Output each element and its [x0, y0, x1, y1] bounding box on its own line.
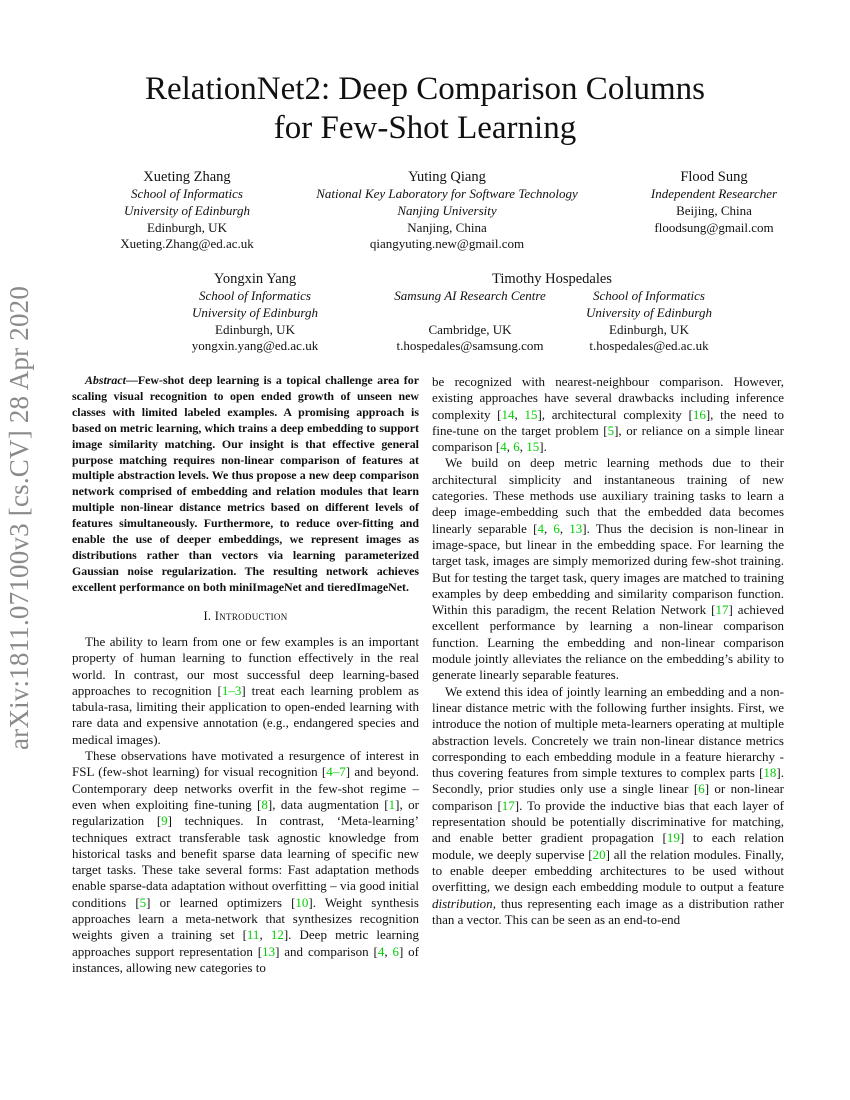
body-paragraph: [72, 748, 419, 976]
author-affiliation-line: Samsung AI Research Centre: [394, 288, 546, 303]
author-affiliation-line: floodsung@gmail.com: [654, 219, 774, 235]
citation-link[interactable]: 19: [666, 830, 680, 846]
title-line: for Few-Shot Learning: [273, 110, 577, 146]
citation-link[interactable]: 9: [161, 813, 168, 829]
right-column: [432, 374, 784, 928]
text: ,: [259, 927, 271, 943]
citation-link[interactable]: 11: [246, 927, 260, 943]
author-0: [37, 168, 337, 253]
text: ]. Weight synthesis approaches learn a meta-network that synthesizes recognition weights given a training set [: [72, 894, 419, 943]
author-affiliation-line: University of Edinburgh: [192, 304, 318, 320]
text: ], data augmentation [: [267, 796, 389, 812]
body-paragraph: [72, 634, 419, 748]
author-name: Flood Sung: [680, 169, 748, 185]
author-affiliation-line: School of Informatics: [593, 288, 705, 303]
author-affiliation-line: [380, 305, 560, 322]
author-affiliation-line: yongxin.yang@ed.ac.uk: [191, 338, 319, 354]
citation-link[interactable]: 6: [553, 520, 560, 536]
author-affiliation-line: School of Informatics: [199, 288, 311, 303]
citation-link[interactable]: 4: [500, 439, 507, 455]
author-name: Yuting Qiang: [408, 169, 486, 185]
author-affiliation-line: Edinburgh, UK: [215, 321, 295, 337]
text: ] and comparison [: [275, 943, 378, 959]
abstract-text: —Few-shot deep learning is a topical challenge area for scaling visual recognition to open ended growth of unseen new classes with limited labeled examples. A promising approach is based on metric learning, which trains a deep embedding to support image similarity matching. Our insight is that effective general purpose matching requires non-linear comparison of features at multiple abstraction levels. We thus propose a new deep comparison network comprised of embedding and relation modules that learn multiple non-linear distance metrics based on different levels of features simultaneously. Furthermore, to reduce over-fitting and enable the use of deeper embeddings, we represent images as distributions rather than vectors via learning parameterized Gaussian noise regularization. The resulting network achieves excellent performance on both miniImageNet and tieredImageNet.: [72, 373, 419, 594]
left-column: [72, 373, 419, 976]
author-affiliation-line: Cambridge, UK: [428, 321, 512, 337]
author-affiliation-line: t.hospedales@samsung.com: [396, 338, 544, 354]
left-body: [72, 634, 419, 976]
author-affiliation-line: School of Informatics: [131, 186, 243, 201]
citation-link[interactable]: 18: [763, 765, 777, 781]
citation-link[interactable]: 4: [537, 520, 544, 536]
author-affiliation-line: Nanjing University: [397, 202, 497, 218]
text: The ability to learn from one or few examples is an important property of human learning to function effectively in the real world. In contrast, our most successful deep learning-based approaches to recognition [: [72, 633, 419, 698]
text: ]. To provide the inductive bias that each layer of representation should be potentially discriminative for matching, and enable better gradient propagation [: [432, 797, 784, 846]
text: ,: [543, 520, 554, 536]
author-affiliation-line: Independent Researcher: [650, 186, 778, 201]
author-affiliation-line: qiangyuting.new@gmail.com: [369, 236, 525, 252]
text: ,: [514, 406, 525, 422]
text: ], or reliance on a simple linear comparison [: [432, 422, 784, 455]
text: ] or learned optimizers [: [146, 894, 296, 910]
text: ]. Deep metric learning approaches support representation [: [72, 927, 419, 959]
paper-title: [0, 70, 850, 148]
text: ,: [519, 439, 527, 455]
text: ], architectural complexity [: [537, 406, 693, 422]
text: ], the need to fine-tune on the target problem [: [432, 406, 784, 438]
citation-link[interactable]: 15: [524, 406, 538, 422]
title-line: RelationNet2: Deep Comparison Columns: [144, 71, 706, 107]
citation-link[interactable]: 1–3: [221, 682, 242, 698]
citation-link[interactable]: 17: [715, 602, 729, 618]
affiliation: [380, 288, 560, 355]
emphasis: distribution: [432, 895, 493, 911]
text: We build on deep metric learning methods due to their architectural simplicity and instantaneous training of new categories. These methods use auxiliary training tasks to learn a deep image-embedding such that the embedded data becomes linearly separable [: [432, 455, 784, 536]
citation-link[interactable]: 17: [501, 797, 515, 813]
text: ] and beyond. Contemporary deep networks overfit in the few-shot regime – even when exploiting fine-tuning [: [72, 764, 420, 812]
text: ] treat each learning problem as tabula-rasa, limiting their application to open-ended learning with rare data and expensive annotation (e.g., endangered species and medical images).: [72, 682, 419, 747]
author-name: Yongxin Yang: [213, 271, 297, 287]
body-paragraph: [432, 374, 784, 455]
text: ]. Thus the decision is non-linear in image-space, but linear in the embedding space. For learning the target task, images are simply memorized during few-shot training. But for testing the target task, query images are matched to training examples by deep embedding and similarity comparison function. Within this paradigm, the recent Relation Network [: [432, 520, 785, 618]
citation-link[interactable]: 13: [569, 520, 583, 536]
text: ]. Secondly, prior studies only use a single linear [: [432, 765, 784, 797]
citation-link[interactable]: 8: [261, 796, 268, 812]
author-name: Timothy Hospedales: [492, 271, 612, 287]
citation-link[interactable]: 5: [139, 894, 147, 910]
author-affiliation-line: Xueting.Zhang@ed.ac.uk: [120, 236, 254, 252]
text: ] achieved excellent performance by learning a non-linear comparison function. Learning the embedding and non-linear comparison module jointly alleviates the reliance on the embedding’s ability to generate linearly separable features.: [432, 602, 784, 683]
text: ,: [506, 439, 514, 455]
affiliation: [574, 288, 724, 355]
citation-link[interactable]: 14: [501, 406, 515, 422]
citation-link[interactable]: 13: [262, 943, 276, 959]
text: ,: [384, 943, 393, 959]
author-affiliation-line: Beijing, China: [676, 202, 752, 218]
body-paragraph: [432, 455, 784, 683]
citation-link[interactable]: 12: [270, 927, 284, 943]
citation-link[interactable]: 4: [377, 943, 385, 959]
arxiv-identifier-stamp: arXiv:1811.07100v3 [cs.CV] 28 Apr 2020: [4, 285, 34, 750]
citation-link[interactable]: 10: [295, 894, 309, 910]
abstract: [72, 373, 419, 596]
citation-link[interactable]: 15: [526, 439, 540, 455]
citation-link[interactable]: 20: [592, 846, 606, 862]
author-hospedales: [380, 270, 724, 355]
text: ].: [539, 439, 547, 455]
text: ,: [559, 520, 570, 536]
text: We extend this idea of jointly learning an embedding and a non-linear distance metric with the following further insights. First, we introduce the notion of multiple meta-learners operating at multiple abstraction levels. Concretely we train non-linear distance metrics corresponding to each embedding module in a feature hierarchy - thus covering features from simple textures to complex parts [: [432, 683, 784, 781]
author-affiliation-line: University of Edinburgh: [124, 202, 250, 218]
citation-link[interactable]: 6: [698, 781, 705, 797]
text: ] techniques. In contrast, ‘Meta-learning’ techniques extract transferable task agnostic knowledge from historical tasks and benefit sparse data learning of specific new target tasks. These take several forms: Fast adaptation methods enable sparse-data adaptation without overfitting – via good initial conditions [: [72, 813, 419, 910]
text: ], or regularization [: [72, 796, 419, 829]
affiliation-columns: [380, 288, 724, 355]
author-affiliation-line: University of Edinburgh: [586, 304, 712, 320]
author-affiliation-line: Nanjing, China: [407, 219, 487, 235]
text: ] all the relation modules. Finally, to enable deeper embedding architectures to be used without overfitting, we design each embedding module to output a feature: [432, 846, 785, 895]
author-1: [297, 168, 597, 253]
text: be recognized with nearest-neighbour comparison. However, existing approaches have several drawbacks including inference complexity [: [432, 374, 784, 422]
text: ] to each relation module, we deeply supervise [: [432, 830, 784, 862]
author-2: [564, 168, 850, 236]
author-affiliation-line: t.hospedales@ed.ac.uk: [589, 338, 709, 354]
author-yang: [155, 270, 355, 355]
right-body: [432, 374, 784, 928]
citation-link[interactable]: 16: [692, 406, 706, 422]
author-affiliation-line: Edinburgh, UK: [609, 321, 689, 337]
citation-link[interactable]: 6: [513, 439, 520, 455]
citation-link[interactable]: 4–7: [326, 764, 346, 780]
abstract-label: Abstract: [85, 373, 126, 387]
section-heading-introduction: I. Introduction: [203, 608, 288, 623]
citation-link[interactable]: 1: [388, 796, 396, 812]
author-name: Xueting Zhang: [143, 169, 231, 185]
text: ] or non-linear comparison [: [432, 781, 784, 813]
citation-link[interactable]: 5: [607, 422, 615, 438]
body-paragraph: [432, 684, 784, 928]
author-affiliation-line: National Key Laboratory for Software Technology: [316, 186, 578, 201]
author-affiliation-line: Edinburgh, UK: [147, 219, 227, 235]
text: ] of instances, allowing new categories to: [72, 943, 419, 975]
text: These observations have motivated a resurgence of interest in FSL (few-shot learning) for visual recognition [: [72, 748, 419, 780]
text: , thus representing each image as a distribution rather than a vector. This can be seen as an end-to-end: [432, 895, 784, 927]
citation-link[interactable]: 6: [392, 943, 399, 959]
